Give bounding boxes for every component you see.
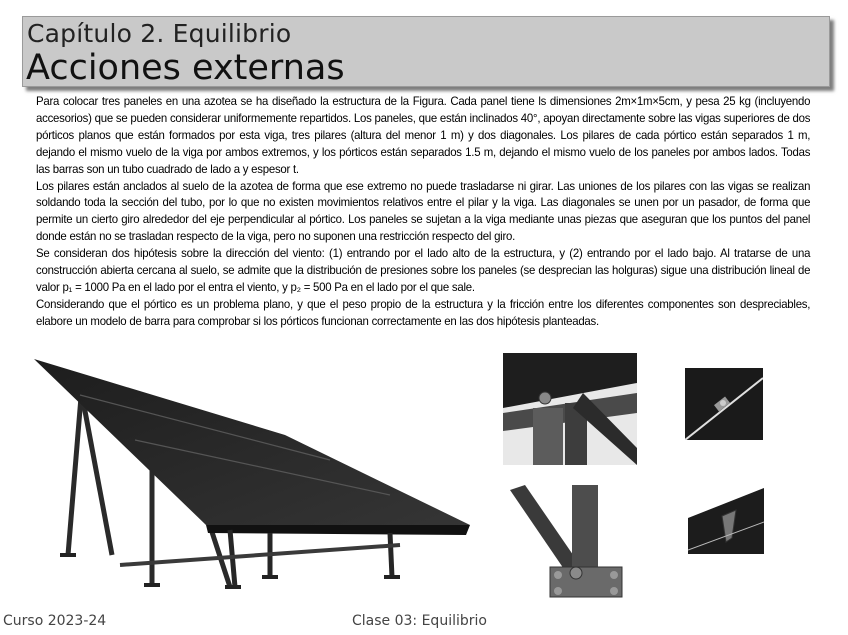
paragraph-3: Se consideran dos hipótesis sobre la dirección del viento: (1) entrando por el lado alto de la estructura, y (2) entrando por el lado bajo. Al tratarse de una construcción abierta cercana al suelo, se admite que la distribución de presiones sobre los paneles (se desprecian las holguras) sigue una distribución lineal de valor p₁ = 1000 Pa en el lado por el entra el viento, y p₂ = 500 Pa en el lado por el que sale. [36, 247, 811, 294]
solar-structure-illustration [30, 355, 470, 605]
title-banner [22, 16, 830, 87]
paragraph-1: Para colocar tres paneles en una azotea se ha diseñado la estructura de la Figura. Cada panel tiene ls dimensiones 2m×1m×5cm, y pesa 25 kg (incluyendo accesorios) que se pueden considerar uniformemente repartidos. Los paneles, que están inclinados 40°, apoyan directamente sobre las vigas superiores de dos pórticos planos que están formados por esta viga, tres pilares (altura del menor 1 m) y dos diagonales. Los pilares de cada pórtico están separados 1 m, dejando el mismo vuelo de la viga por ambos extremos, y los pórticos están separados 1.5 m, dejando el mismo vuelo de los paneles por ambos lados. Todas las barras son un tubo cuadrado de lado a y espesor t. [36, 95, 811, 176]
detail-edge-clamp [688, 488, 764, 554]
detail-base-plate [510, 485, 628, 603]
detail-welded-joint [503, 353, 637, 465]
topic-title: Acciones externas [26, 48, 345, 88]
problem-statement [36, 94, 810, 331]
detail-panel-clamp [685, 368, 763, 440]
paragraph-4: Considerando que el pórtico es un problema plano, y que el peso propio de la estructura y la fricción entre los diferentes componentes son despreciables, elabore un modelo de barra para comprobar si los pórticos funcionan correctamente en las dos hipótesis planteadas. [36, 297, 811, 328]
footer-course: Curso 2023-24 [3, 613, 107, 629]
chapter-title: Capítulo 2. Equilibrio [27, 19, 292, 48]
footer-lesson: Clase 03: Equilibrio [352, 613, 487, 629]
paragraph-2: Los pilares están anclados al suelo de la azotea de forma que ese extremo no puede trasladarse ni girar. Las uniones de los pilares con las vigas se realizan soldando toda la sección del tubo, por lo que no existen movimientos relativos entre el pilar y la viga. Las diagonales se unen por un pasador, de forma que permite un cierto giro alrededor del eje perpendicular al pórtico. Los paneles se sujetan a la viga mediante unas piezas que aseguran que los puntos del panel donde están no se trasladan respecto de la viga, pero no suponen una restricción respecto del giro. [36, 179, 811, 244]
